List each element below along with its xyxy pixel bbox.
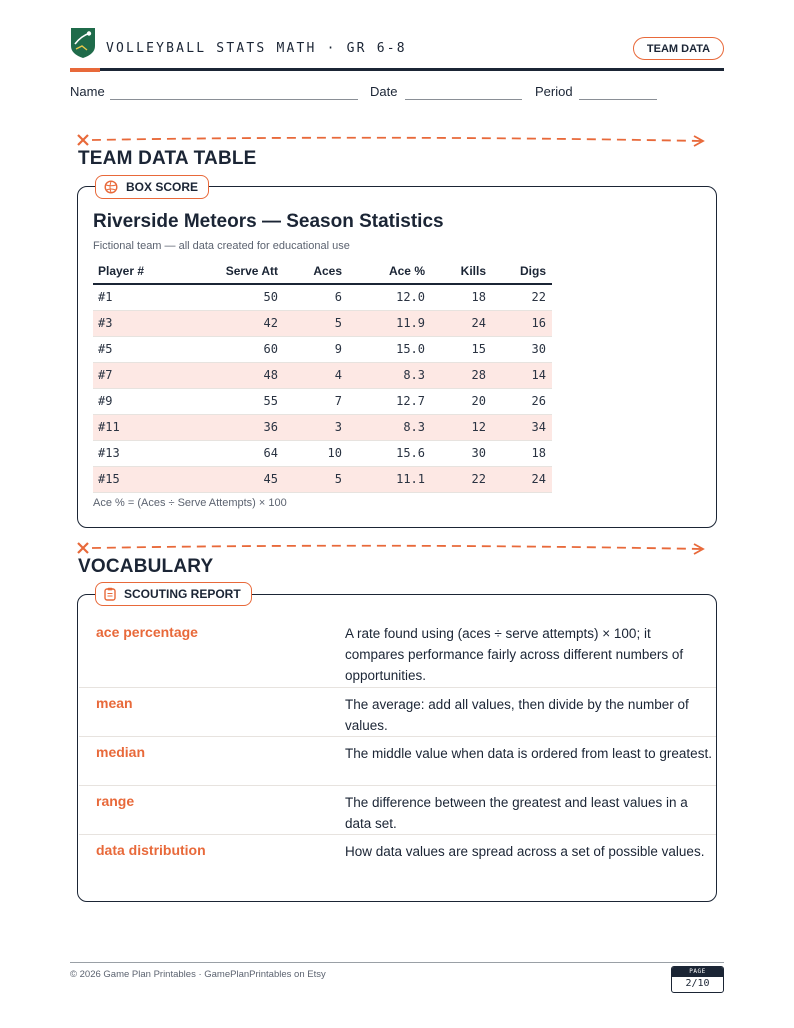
table-cell: 15.6 xyxy=(348,440,431,466)
table-cell: 5 xyxy=(284,466,348,492)
table-row xyxy=(93,440,552,466)
table-header-row xyxy=(93,259,552,284)
table-cell: 64 xyxy=(197,440,284,466)
table-cell: 12 xyxy=(431,414,492,440)
table-cell: 3 xyxy=(284,414,348,440)
table-cell: 18 xyxy=(492,440,552,466)
table-cell: 28 xyxy=(431,362,492,388)
clipboard-icon xyxy=(104,587,116,601)
section-title-vocabulary: VOCABULARY xyxy=(78,556,214,577)
page-label: PAGE xyxy=(672,967,723,977)
volleyball-icon xyxy=(104,180,118,194)
table-cell: 8.3 xyxy=(348,362,431,388)
table-subtitle: Fictional team — all data created for educational use xyxy=(93,240,350,252)
scouting-report-tab xyxy=(95,582,252,606)
logo-icon xyxy=(71,28,95,58)
table-cell: 7 xyxy=(284,388,348,414)
vocab-definition: The difference between the greatest and least values in a data set. xyxy=(345,795,688,831)
table-title: Riverside Meteors — Season Statistics xyxy=(93,211,444,232)
footer-copyright: © 2026 Game Plan Printables · GamePlanPrintables on Etsy xyxy=(70,969,326,980)
vocab-row xyxy=(79,737,716,786)
vocab-term: ace percentage xyxy=(96,624,198,640)
table-row xyxy=(93,414,552,440)
table-cell: #3 xyxy=(93,310,197,336)
table-cell: 5 xyxy=(284,310,348,336)
vocab-row xyxy=(79,835,716,884)
table-cell: 20 xyxy=(431,388,492,414)
table-row xyxy=(93,466,552,492)
table-cell: #11 xyxy=(93,414,197,440)
page-indicator xyxy=(671,966,724,993)
table-cell: 15.0 xyxy=(348,336,431,362)
header-badge: TEAM DATA xyxy=(633,37,724,60)
box-score-tab-label: BOX SCORE xyxy=(126,180,199,194)
name-label: Name xyxy=(70,84,105,99)
name-field[interactable] xyxy=(110,99,358,100)
table-cell: 11.9 xyxy=(348,310,431,336)
table-cell: 14 xyxy=(492,362,552,388)
column-header: Digs xyxy=(492,259,552,284)
vocab-row xyxy=(79,688,716,737)
date-field[interactable] xyxy=(405,99,522,100)
footer-rule xyxy=(70,962,724,963)
table-row xyxy=(93,284,552,310)
table-cell: 4 xyxy=(284,362,348,388)
table-cell: 18 xyxy=(431,284,492,310)
vocab-term: mean xyxy=(96,695,133,711)
table-cell: 12.0 xyxy=(348,284,431,310)
table-cell: 22 xyxy=(431,466,492,492)
table-cell: 50 xyxy=(197,284,284,310)
column-header: Serve Att xyxy=(197,259,284,284)
table-row xyxy=(93,336,552,362)
vocab-term: data distribution xyxy=(96,842,206,858)
page-number: 2/10 xyxy=(685,978,710,989)
vocab-row xyxy=(79,617,716,688)
table-cell: #7 xyxy=(93,362,197,388)
vocab-term: median xyxy=(96,744,146,760)
table-cell: 26 xyxy=(492,388,552,414)
table-cell: #15 xyxy=(93,466,197,492)
play-divider-icon xyxy=(76,133,708,149)
column-header: Aces xyxy=(284,259,348,284)
table-cell: 15 xyxy=(431,336,492,362)
vocab-term: range xyxy=(96,793,135,809)
play-divider-icon xyxy=(76,541,708,557)
table-cell: 60 xyxy=(197,336,284,362)
section-title-team-data: TEAM DATA TABLE xyxy=(78,148,257,169)
table-cell: 55 xyxy=(197,388,284,414)
document-title: VOLLEYBALL STATS MATH · GR 6-8 xyxy=(106,41,407,56)
table-cell: 48 xyxy=(197,362,284,388)
table-cell: 10 xyxy=(284,440,348,466)
table-cell: 6 xyxy=(284,284,348,310)
table-cell: 22 xyxy=(492,284,552,310)
table-cell: #9 xyxy=(93,388,197,414)
column-header: Player # xyxy=(93,259,197,284)
column-header: Kills xyxy=(431,259,492,284)
vocab-definition: How data values are spread across a set of possible values. xyxy=(345,844,705,859)
table-cell: 12.7 xyxy=(348,388,431,414)
header-rule-accent xyxy=(70,68,100,72)
period-label: Period xyxy=(535,84,573,99)
formula-note: Ace % = (Aces ÷ Serve Attempts) × 100 xyxy=(93,497,287,509)
table-row xyxy=(93,310,552,336)
box-score-tab xyxy=(95,175,209,199)
table-cell: 34 xyxy=(492,414,552,440)
table-row xyxy=(93,362,552,388)
table-cell: 42 xyxy=(197,310,284,336)
table-cell: #1 xyxy=(93,284,197,310)
vocab-definition: The middle value when data is ordered from least to greatest. xyxy=(345,746,712,761)
table-cell: 36 xyxy=(197,414,284,440)
table-row xyxy=(93,388,552,414)
table-cell: 45 xyxy=(197,466,284,492)
table-cell: 8.3 xyxy=(348,414,431,440)
table-cell: 24 xyxy=(431,310,492,336)
vocab-definition: The average: add all values, then divide by the number of values. xyxy=(345,697,689,733)
period-field[interactable] xyxy=(579,99,657,100)
stats-table xyxy=(93,259,552,493)
table-cell: #13 xyxy=(93,440,197,466)
header-rule xyxy=(70,68,724,71)
table-cell: 9 xyxy=(284,336,348,362)
table-cell: 16 xyxy=(492,310,552,336)
scouting-report-tab-label: SCOUTING REPORT xyxy=(124,587,241,601)
vocab-definition: A rate found using (aces ÷ serve attempts) × 100; it compares performance fairly across different numbers of opportunities. xyxy=(345,626,684,683)
table-cell: 24 xyxy=(492,466,552,492)
column-header: Ace % xyxy=(348,259,431,284)
table-cell: 30 xyxy=(431,440,492,466)
table-cell: 30 xyxy=(492,336,552,362)
table-cell: 11.1 xyxy=(348,466,431,492)
vocab-row xyxy=(79,786,716,835)
date-label: Date xyxy=(370,84,398,99)
table-cell: #5 xyxy=(93,336,197,362)
